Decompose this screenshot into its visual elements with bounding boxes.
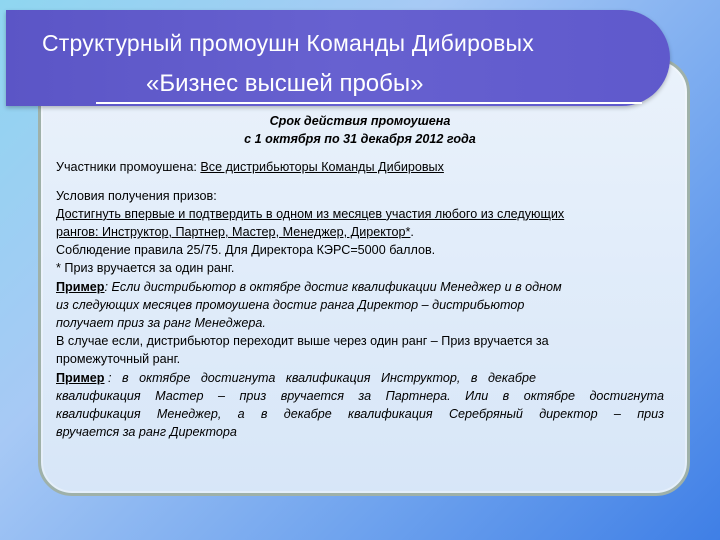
example-2-label: Пример <box>56 370 105 385</box>
title-line-2: «Бизнес высшей пробы» <box>146 70 424 97</box>
conditions-rank-line-1: Достигнуть впервые и подтвердить в одном из месяцев участия любого из следующих <box>56 206 565 221</box>
conditions-rules: Соблюдение правила 25/75. Для Директора КЭРС=5000 баллов. <box>56 243 436 258</box>
example-1-line-1 <box>56 278 664 296</box>
period-line-1: Срок действия промоушена <box>269 114 451 128</box>
slide-content <box>56 112 664 441</box>
title-underline <box>96 102 642 104</box>
higher-rank-line-1: В случае если, дистрибьютор переходит выше через один ранг – Приз вручается за <box>56 334 549 349</box>
rank-list-end: . <box>410 225 414 240</box>
example-2-line-3: квалификация Менеджер, а в декабре квалификация Серебряный директор – приз <box>56 407 664 422</box>
example-1-line-2: из следующих месяцев промоушена достиг ранга Директор – дистрибьютор <box>56 297 525 312</box>
example-2-line-1 <box>56 369 664 387</box>
conditions-note: * Приз вручается за один ранг. <box>56 261 235 276</box>
example-1-label: Пример <box>56 279 105 294</box>
example-1-line-3: получает приз за ранг Менеджера. <box>56 316 266 331</box>
title-banner <box>6 10 670 106</box>
title-line-1: Структурный промоушн Команды Дибировых <box>42 30 534 56</box>
participants-line <box>56 158 664 176</box>
period-line-2: с 1 октября по 31 декабря 2012 года <box>244 132 476 147</box>
example-2-line-2: квалификация Мастер – приз вручается за Партнера. Или в октябре достигнута <box>56 388 664 403</box>
example-2-text-1: : в октябре достигнута квалификация Инструктор, в декабре <box>104 370 536 385</box>
example-1-text-1: : Если дистрибьютор в октябре достиг квалификации Менеджер и в одном <box>104 279 562 294</box>
conditions-heading: Условия получения призов: <box>56 188 217 203</box>
higher-rank-line-2: промежуточный ранг. <box>56 352 181 367</box>
example-2-line-4: вручается за ранг Директора <box>56 425 237 440</box>
participants-label: Участники промоушена: <box>56 160 201 175</box>
participants-value: Все дистрибьюторы Команды Дибировых <box>200 160 444 175</box>
conditions-rank-line-2 <box>56 223 664 241</box>
rank-list: рангов: Инструктор, Партнер, Мастер, Менеджер, Директор* <box>56 225 411 240</box>
